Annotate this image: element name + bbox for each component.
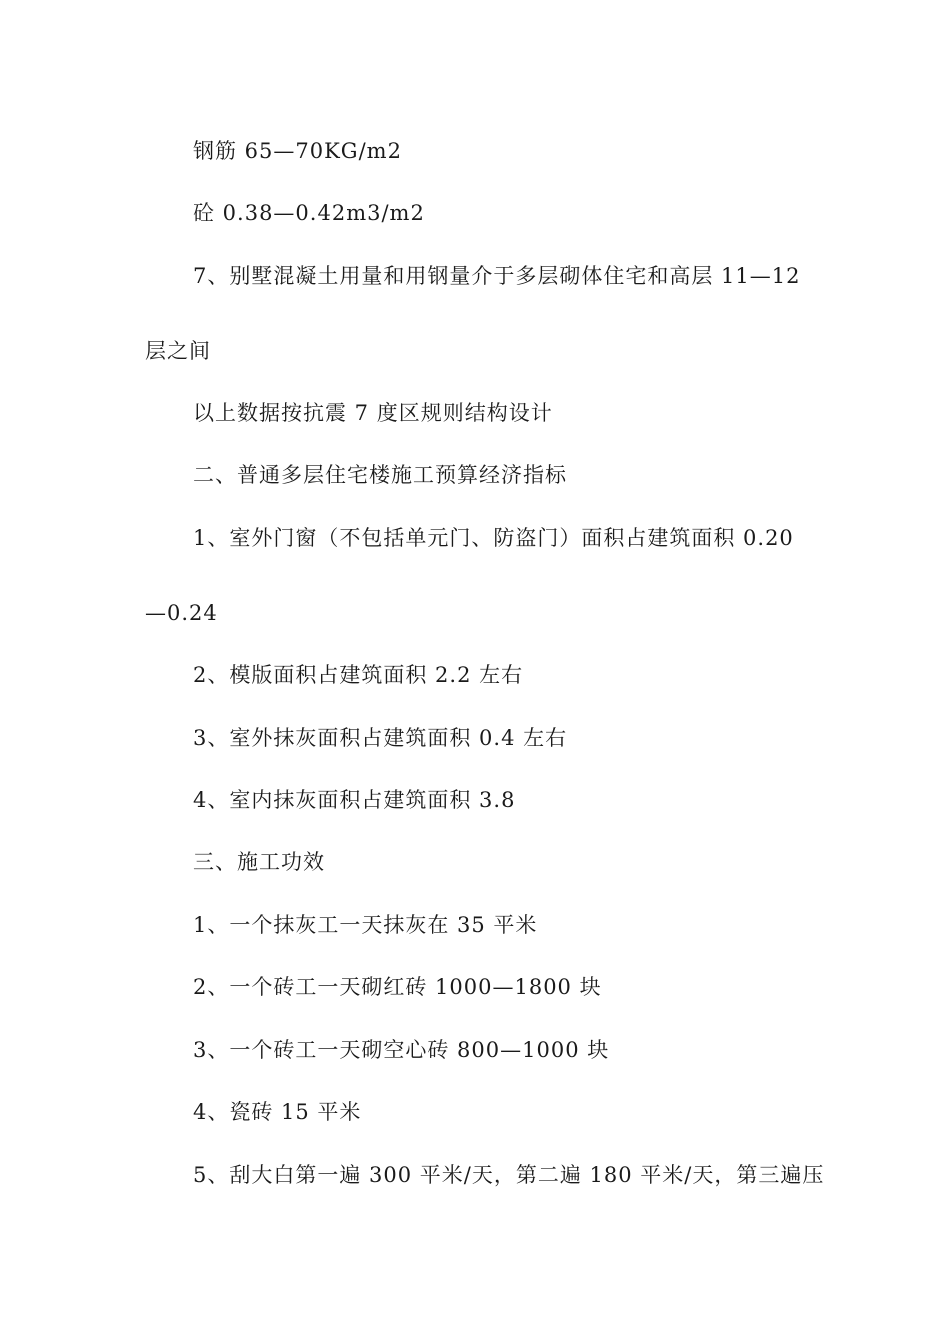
text-line-doors-windows-cont: —0.24 xyxy=(145,601,218,625)
text-line-exterior-plaster: 3、室外抹灰面积占建筑面积 0.4 左右 xyxy=(193,726,568,750)
text-line-seismic-note: 以上数据按抗震 7 度区规则结构设计 xyxy=(193,401,553,425)
text-line-interior-plaster: 4、室内抹灰面积占建筑面积 3.8 xyxy=(193,788,516,812)
text-line-doors-windows: 1、室外门窗（不包括单元门、防盗门）面积占建筑面积 0.20 xyxy=(193,526,794,550)
text-line-tile: 4、瓷砖 15 平米 xyxy=(193,1100,362,1124)
text-line-concrete: 砼 0.38—0.42m3/m2 xyxy=(193,201,425,225)
section-heading-2: 二、普通多层住宅楼施工预算经济指标 xyxy=(193,463,567,487)
text-line-rebar: 钢筋 65—70KG/m2 xyxy=(193,139,402,163)
text-line-hollow-brick: 3、一个砖工一天砌空心砖 800—1000 块 xyxy=(193,1038,610,1062)
text-line-red-brick: 2、一个砖工一天砌红砖 1000—1800 块 xyxy=(193,975,602,999)
section-heading-3: 三、施工功效 xyxy=(193,850,325,874)
text-line-villa-cont: 层之间 xyxy=(145,339,211,363)
text-line-formwork: 2、模版面积占建筑面积 2.2 左右 xyxy=(193,663,524,687)
text-line-villa: 7、别墅混凝土用量和用钢量介于多层砌体住宅和高层 11—12 xyxy=(193,264,801,288)
text-line-putty: 5、刮大白第一遍 300 平米/天，第二遍 180 平米/天，第三遍压 xyxy=(193,1163,825,1187)
text-line-plasterer: 1、一个抹灰工一天抹灰在 35 平米 xyxy=(193,913,538,937)
